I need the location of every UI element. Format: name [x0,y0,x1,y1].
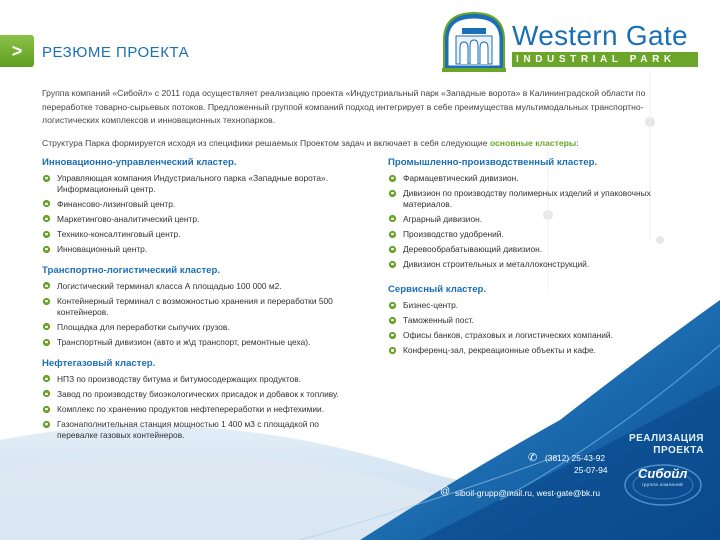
cluster-list [42,281,354,348]
list-item [388,330,700,341]
intro-paragraph: Группа компаний «Сибойл» с 2011 года осуществляет реализацию проекта «Индустриальный парк «Западные ворота» в Калининградской области по переработке товарно-сырьевых потоков. Предложенный группой компаний подход интегрирует в себе преимущества мультимодальных транспортно-логистических комплексов и инновационных технопарков. [42,88,646,125]
cluster-list [388,300,700,356]
list-item-text: Инновационный центр. [57,244,148,255]
cluster-service [388,283,700,356]
list-item [42,374,354,385]
list-item-text: Управляющая компания Индустриального парка «Западные ворота». Информационный центр. [57,173,329,194]
list-item-text: Производство удобрений. [403,229,504,240]
list-item-text: Транспортный дивизион (авто и ж\д транспорт, ремонтные цеха). [57,337,311,348]
cluster-title: Транспортно-логистический кластер. [42,264,221,276]
phone-number[interactable]: (3812) 25-43-92 [545,453,606,463]
list-item-text: Логистический терминал класса А площадью 100 000 м2. [57,280,282,291]
list-item-text: Маркетингово-аналитический центр. [57,213,200,224]
bullet-icon [43,215,50,222]
list-item-text: НПЗ по производству битума и битумосодержащих продуктов. [57,373,301,384]
intro-clusters-text: Структура Парка формируется исходя из специфики решаемых Проектом задач и включает в себя следующие [42,138,490,148]
label-line: ПРОЕКТА [653,445,704,456]
intro-clusters-paragraph [42,137,692,151]
arch-logo-icon [442,12,506,74]
arrow-right-icon: > [0,35,34,67]
bullet-icon [43,323,50,330]
western-gate-logo [442,12,704,74]
logo-tagline: INDUSTRIAL PARK [512,52,698,67]
page-title: РЕЗЮМЕ ПРОЕКТА [42,44,190,61]
cluster-industrial [388,156,700,270]
list-item [388,244,700,255]
cluster-title: Нефтегазовый кластер. [42,357,156,369]
intro-clusters-highlight: основные кластеры [489,138,577,148]
list-item [42,404,354,415]
list-item-text: Комплекс по хранению продуктов нефтепереработки и нефтехимии. [57,404,325,415]
list-item [42,214,354,225]
list-item-text: Дивизион строительных и металлоконструкций. [403,259,590,270]
list-item-text: Офисы банков, страховых и логистических компаний. [403,330,613,341]
cluster-title: Промышленно-производственный кластер. [388,157,598,168]
siboil-logo [618,458,708,512]
bullet-icon [43,298,50,305]
phone-number-2[interactable]: 25-07-94 [574,465,608,475]
bullet-icon [389,190,396,197]
clusters-left-column [42,156,354,450]
cluster-list [42,173,354,255]
list-item-text: Площадка для переработки сыпучих грузов. [57,321,230,332]
cluster-list [388,173,700,270]
list-item-text: Газонаполнительная станция мощностью 1 400 м3 с площадкой по перевалке газовых контейнеров. [57,419,319,440]
label-line: РЕАЛИЗАЦИЯ [628,433,704,444]
list-item [388,345,700,356]
cluster-title: Инновационно-управленческий кластер. [42,157,237,168]
list-item [388,173,700,184]
list-item [42,281,354,292]
project-implementation-label [629,433,704,457]
bullet-icon [43,200,50,207]
list-item [388,214,700,225]
bullet-icon [43,339,50,346]
bullet-icon [43,421,50,428]
list-item-text: Таможенный пост. [403,315,474,326]
bullet-icon [43,406,50,413]
bullet-icon [389,175,396,182]
cluster-list [42,374,354,441]
bullet-icon [389,215,396,222]
bullet-icon [389,332,396,339]
cluster-oil-gas [42,357,354,441]
list-item-text: Технико-консалтинговый центр. [57,229,181,240]
bullet-icon [43,390,50,397]
list-item [42,322,354,333]
clusters-right-column [388,156,700,365]
list-item [42,229,354,240]
list-item [42,389,354,400]
bullet-icon [43,246,50,253]
list-item [42,337,354,348]
mail-icon: @ [440,486,451,497]
bullet-icon [43,231,50,238]
list-item [42,419,354,441]
list-item-text: Конференц-зал, рекреационные объекты и кафе. [403,345,597,356]
cluster-title: Сервисный кластер. [388,284,487,296]
list-item [388,188,700,210]
list-item [388,300,700,311]
email-link[interactable]: siboil-grupp@mail.ru, west-gate@bk.ru [455,488,601,498]
list-item [388,259,700,270]
siboil-subtitle: группа компаний [642,482,684,487]
list-item-text: Финансово-лизинговый центр. [57,198,176,209]
logo-name: Western Gate [512,20,688,51]
bullet-icon [389,302,396,309]
cluster-transport [42,264,354,348]
list-item-text: Контейнерный терминал с возможностью хранения и переработки 500 контейнеров. [57,296,333,317]
list-item [42,296,354,318]
intro-clusters-end: : [576,138,579,148]
list-item-text: Деревообрабатывающий дивизион. [403,244,543,255]
siboil-brand: Сибойл [638,466,688,481]
list-item-text: Фармацевтический дивизион. [403,173,519,183]
list-item [42,244,354,255]
bullet-icon [389,261,396,268]
bullet-icon [389,246,396,253]
list-item-text: Аграрный дивизион. [403,213,483,224]
bullet-icon [43,175,50,182]
list-item-text: Дивизион по производству полимерных изделий и упаковочных материалов. [403,188,651,209]
list-item-text: Бизнес-центр. [403,300,459,311]
phone-icon: ✆ [528,452,538,464]
bullet-icon [43,375,50,382]
list-item [388,315,700,326]
bullet-icon [389,231,396,238]
list-item [388,229,700,240]
bullet-icon [389,347,396,354]
list-item [42,199,354,210]
bullet-icon [389,317,396,324]
cluster-innovation [42,156,354,255]
list-item-text: Завод по производству биоэкологических присадок и добавок к топливу. [57,388,339,399]
bullet-icon [43,282,50,289]
list-item [42,173,354,195]
